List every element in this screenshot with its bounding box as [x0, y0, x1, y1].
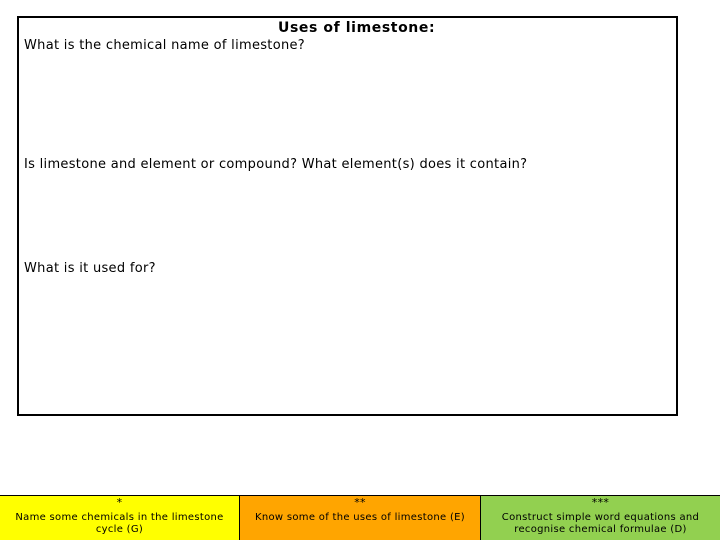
answer-box	[17, 16, 678, 416]
criteria-level-2-stars: **	[354, 496, 366, 509]
question-uses: What is it used for?	[24, 261, 156, 276]
criteria-level-1	[0, 496, 240, 540]
question-chemical-name: What is the chemical name of limestone?	[24, 38, 305, 53]
question-element-or-compound: Is limestone and element or compound? What element(s) does it contain?	[24, 157, 528, 172]
criteria-level-2	[240, 496, 481, 540]
criteria-level-1-stars: *	[116, 496, 123, 509]
criteria-level-3-text: Construct simple word equations and recognise chemical formulae (D)	[501, 512, 700, 535]
criteria-level-2-text: Know some of the uses of limestone (E)	[255, 512, 465, 523]
criteria-level-1-text: Name some chemicals in the limestone cycle (G)	[15, 512, 224, 535]
success-criteria-bar	[0, 495, 720, 540]
criteria-level-3-stars: ***	[591, 496, 610, 509]
worksheet-title: Uses of limestone:	[278, 20, 436, 36]
criteria-level-3	[481, 496, 720, 540]
